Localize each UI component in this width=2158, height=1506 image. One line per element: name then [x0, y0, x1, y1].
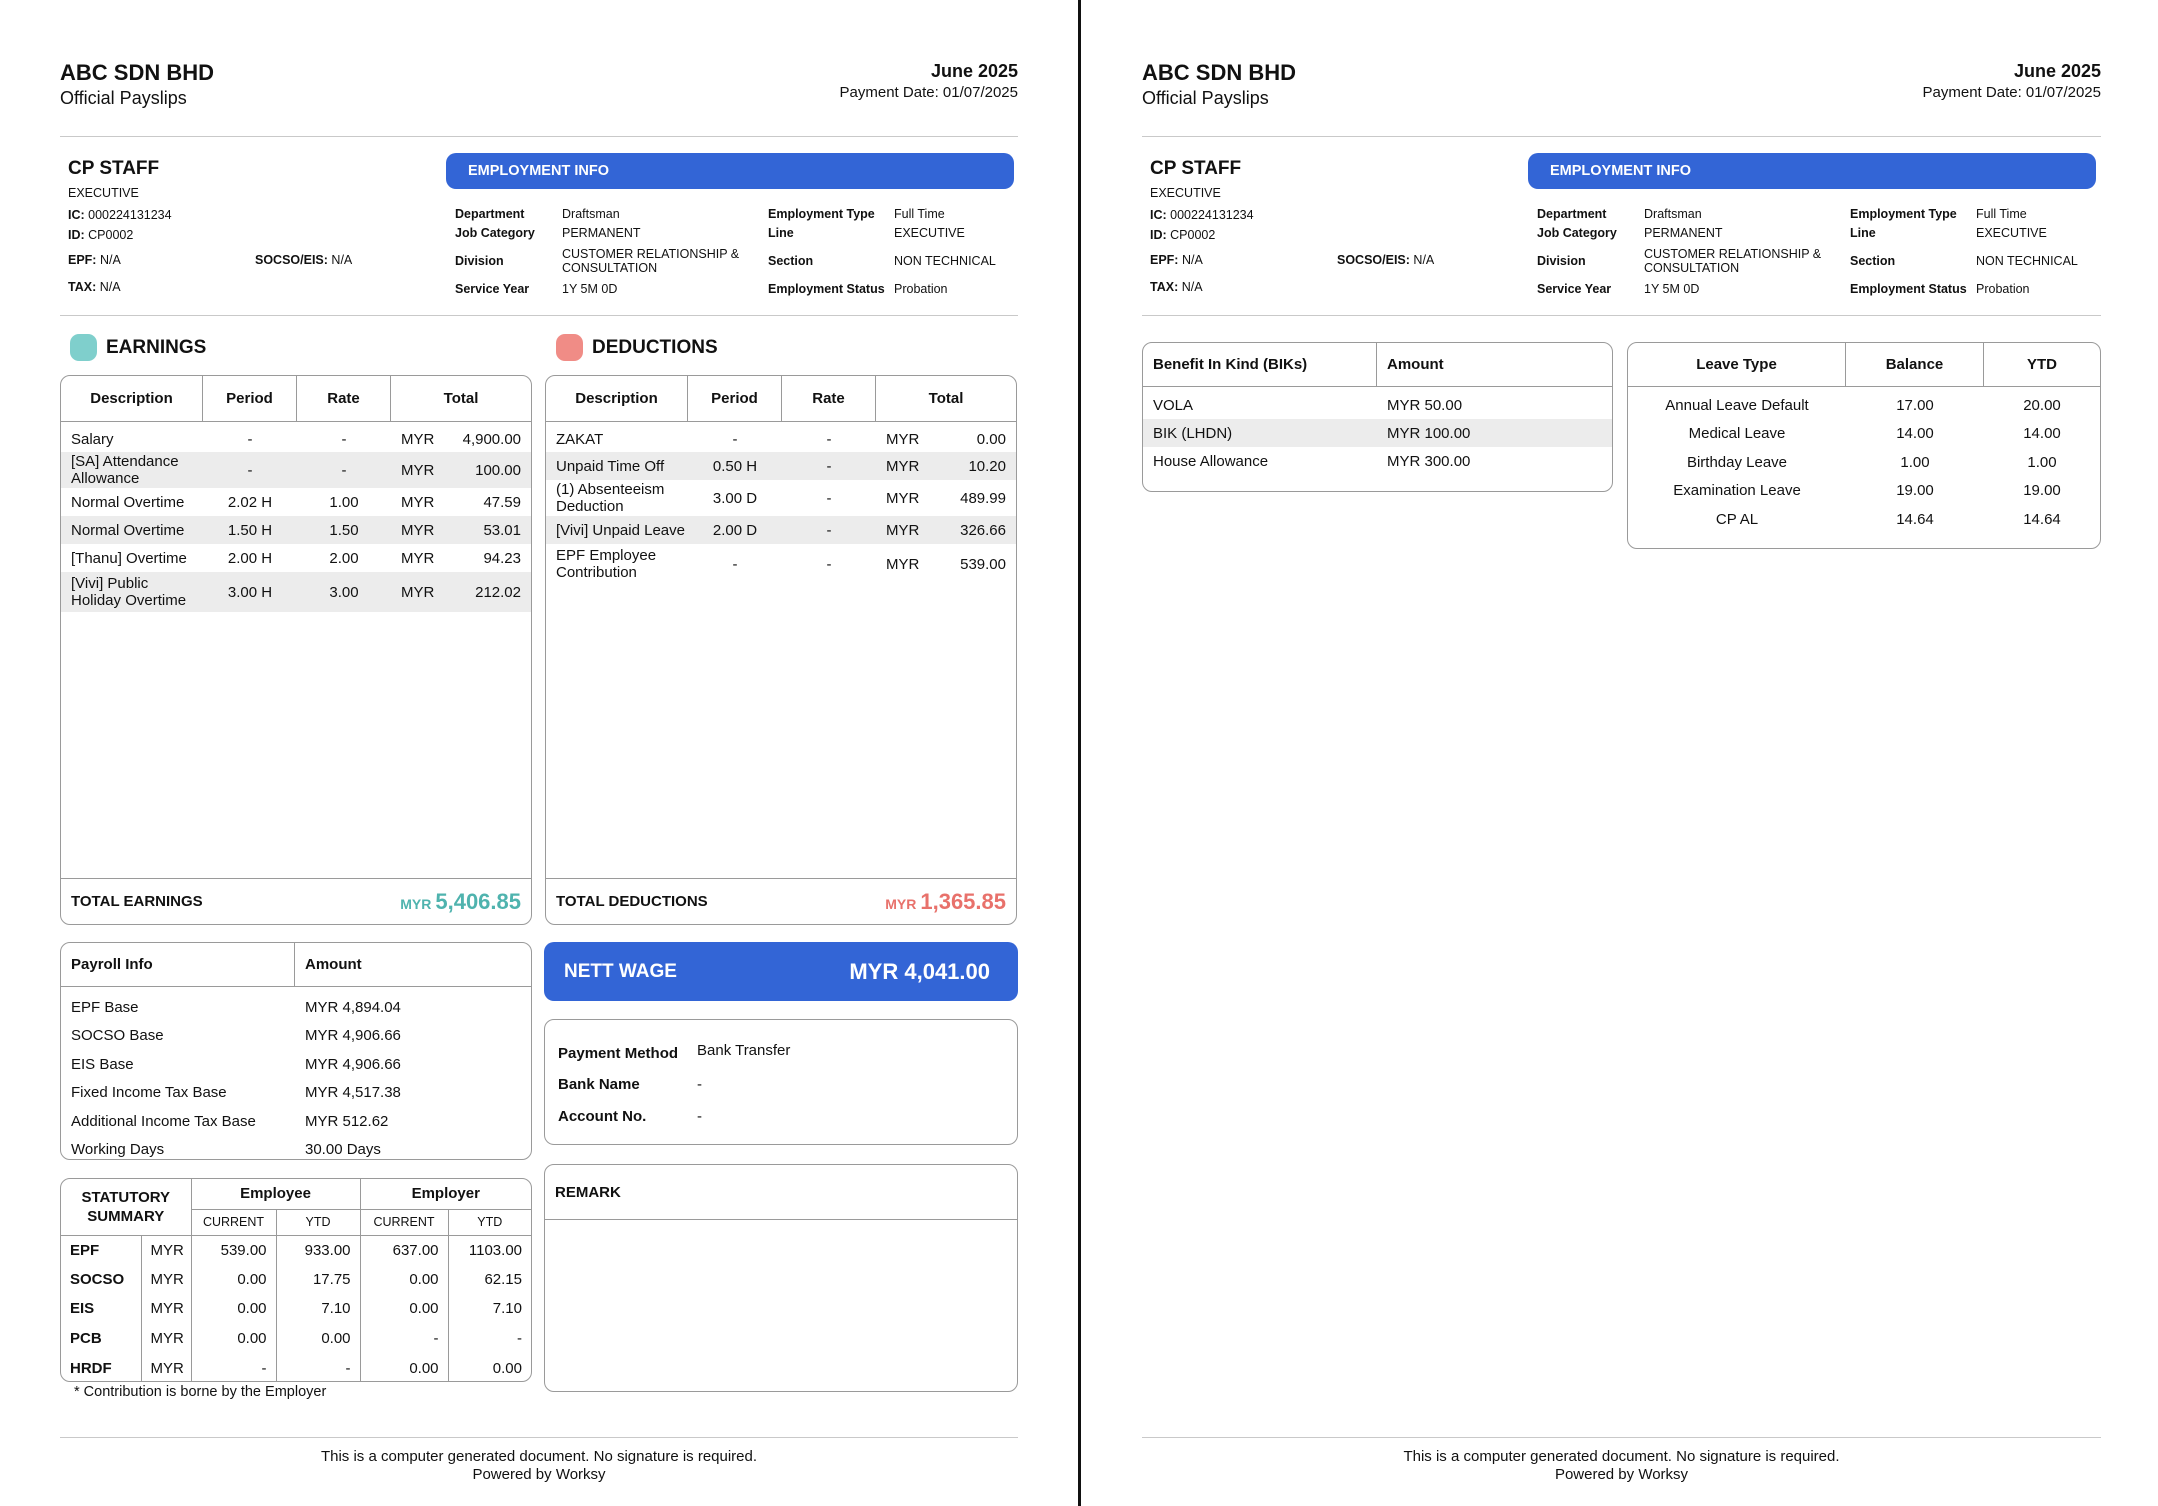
row-total: 489.99 — [960, 489, 1006, 507]
bik-col-amount: Amount — [1387, 356, 1444, 373]
earnings-row — [61, 544, 531, 572]
employer-ytd-header: YTD — [448, 1209, 531, 1235]
statutory-code: HRDF — [61, 1353, 141, 1382]
statutory-summary-title: STATUTORY SUMMARY — [61, 1179, 191, 1235]
row-total: 53.01 — [483, 521, 521, 539]
leave-ytd: 14.64 — [2023, 510, 2061, 528]
earnings-table — [60, 375, 532, 925]
division-label: Division — [1537, 254, 1586, 268]
row-rate: - — [826, 521, 832, 539]
earnings-title: EARNINGS — [70, 334, 206, 361]
row-label: Fixed Income Tax Base — [71, 1084, 227, 1102]
bik-row — [1143, 419, 1612, 447]
row-label: EPF Base — [71, 998, 139, 1016]
row-label: BIK (LHDN) — [1153, 424, 1233, 442]
section-value: NON TECHNICAL — [894, 254, 996, 268]
nett-wage-banner — [544, 942, 1018, 1001]
deductions-row — [546, 544, 1016, 584]
total-deductions-label: TOTAL DEDUCTIONS — [556, 893, 708, 910]
row-currency: MYR — [886, 555, 920, 573]
payroll_info-row — [61, 1050, 531, 1079]
statutory-employee-header: Employee — [191, 1179, 360, 1209]
staff-position: EXECUTIVE — [68, 186, 139, 200]
row-description: EPF Employee Contribution — [556, 547, 657, 581]
department-value: Draftsman — [1644, 207, 1702, 221]
employment-status-label: Employment Status — [768, 282, 885, 296]
header-divider — [60, 136, 1018, 137]
leave-ytd: 20.00 — [2023, 396, 2061, 414]
row-label: EIS Base — [71, 1055, 134, 1073]
row-description: [Thanu] Overtime — [71, 549, 187, 567]
row-period: 3.00 H — [227, 583, 273, 601]
deductions-header-row — [546, 376, 1016, 422]
earnings-row — [61, 426, 531, 452]
row-value: MYR 4,906.66 — [305, 1027, 401, 1045]
employment-type-label: Employment Type — [768, 207, 875, 221]
staff-id: ID: CP0002 — [1150, 228, 1216, 242]
row-label: Additional Income Tax Base — [71, 1112, 256, 1130]
document-subtitle: Official Payslips — [60, 88, 187, 108]
statutory-cur: MYR — [141, 1235, 191, 1265]
statutory-code: EPF — [61, 1235, 141, 1265]
employment-type-value: Full Time — [1976, 207, 2027, 221]
bik-col-label: Benefit In Kind (BIKs) — [1143, 343, 1377, 386]
footer-disclaimer: This is a computer generated document. No signature is required. — [1403, 1448, 1840, 1465]
employment-status-value: Probation — [894, 282, 948, 296]
row-period: - — [732, 430, 738, 448]
earnings-row — [61, 516, 531, 544]
statutory-row — [61, 1353, 531, 1382]
leave-balance: 14.64 — [1896, 510, 1934, 528]
row-period: - — [247, 430, 253, 448]
deductions-row — [546, 452, 1016, 480]
payroll_info-row — [61, 1022, 531, 1051]
earnings-col-description: Description — [61, 376, 203, 421]
leave-col-type: Leave Type — [1628, 343, 1846, 386]
row-period: 2.00 H — [227, 549, 273, 567]
row-value: MYR 4,906.66 — [305, 1055, 401, 1073]
payroll_info-row — [61, 1079, 531, 1108]
leave-row — [1628, 477, 2100, 505]
payslip-page-2 — [1083, 0, 2158, 1506]
statutory-code: PCB — [61, 1324, 141, 1354]
row-value: MYR 4,894.04 — [305, 998, 401, 1016]
earnings-row — [61, 572, 531, 612]
staff-name: CP STAFF — [1150, 158, 1242, 179]
earnings-header-row — [61, 376, 531, 422]
statutory-employer-header: Employer — [411, 1185, 480, 1203]
staff-name: CP STAFF — [68, 158, 160, 179]
row-currency: MYR — [886, 430, 920, 448]
row-rate: - — [341, 461, 347, 479]
total-deductions-row — [546, 878, 1016, 924]
payslip-month: June 2025 — [2013, 61, 2101, 81]
document-subtitle: Official Payslips — [1142, 88, 1269, 108]
row-total: 0.00 — [976, 430, 1006, 448]
row-description: [Vivi] Unpaid Leave — [556, 521, 685, 539]
row-period: - — [247, 461, 253, 479]
row-period: - — [732, 555, 738, 573]
row-description: [SA] Attendance Allowance — [71, 453, 179, 487]
job-category-label: Job Category — [1537, 226, 1617, 240]
statutory-ee-ytd: 7.10 — [276, 1294, 360, 1324]
row-rate: 2.00 — [329, 549, 359, 567]
row-currency: MYR — [886, 489, 920, 507]
deductions-row — [546, 516, 1016, 544]
employment-status-value: Probation — [1976, 282, 2030, 296]
staff-tax: TAX: N/A — [68, 280, 121, 294]
leave-col-ytd: YTD — [2027, 356, 2057, 373]
row-currency: MYR — [401, 583, 435, 601]
bik-header-row — [1143, 343, 1612, 387]
earnings-col-rate: Rate — [297, 376, 391, 421]
department-label: Department — [1537, 207, 1607, 221]
payroll_info-row — [61, 993, 531, 1022]
total-earnings-amount: MYR 5,406.85 — [400, 888, 521, 914]
footer-powered-by: Powered by Worksy — [1554, 1466, 1689, 1483]
statutory-er-cur: 637.00 — [360, 1235, 448, 1265]
job-category-value: PERMANENT — [1644, 226, 1723, 240]
leave-balance: 14.00 — [1896, 425, 1934, 442]
remark-box — [544, 1164, 1018, 1392]
statutory-ee-ytd: 17.75 — [276, 1265, 360, 1295]
leave-header-row — [1628, 343, 2100, 387]
leave-ytd: 19.00 — [2023, 482, 2061, 499]
statutory-code: SOCSO — [61, 1265, 141, 1295]
earnings-dot-icon — [70, 334, 97, 361]
row-total: 10.20 — [968, 457, 1006, 475]
row-period: 3.00 D — [712, 489, 758, 507]
footer-powered-by: Powered by Worksy — [472, 1466, 606, 1483]
row-total: 539.00 — [960, 555, 1006, 573]
row-currency: MYR — [886, 457, 920, 475]
total-deductions-amount: MYR 1,365.85 — [885, 888, 1006, 914]
row-description: [Vivi] Public Holiday Overtime — [71, 575, 187, 609]
statutory-er-ytd: 1103.00 — [468, 1241, 522, 1259]
row-total: 94.23 — [483, 549, 521, 567]
statutory-ee-cur: - — [191, 1353, 276, 1382]
statutory-er-ytd: - — [517, 1330, 522, 1348]
row-rate: - — [341, 430, 347, 448]
statutory-row — [61, 1294, 531, 1324]
line-label: Line — [768, 226, 794, 240]
employment-type-value: Full Time — [894, 207, 945, 221]
payslip-month: June 2025 — [930, 61, 1018, 81]
employment-info-header: EMPLOYMENT INFO — [1528, 153, 2096, 189]
row-value: MYR 512.62 — [305, 1112, 389, 1130]
payroll_info-row — [61, 1107, 531, 1136]
bik-row — [1143, 447, 1612, 475]
payment-date: Payment Date: 01/07/2025 — [839, 84, 1018, 101]
leave-type: Annual Leave Default — [1665, 396, 1809, 414]
row-description: Normal Overtime — [71, 493, 185, 511]
statutory-cur: MYR — [141, 1353, 191, 1382]
earnings-row — [61, 488, 531, 516]
leave-col-balance: Balance — [1846, 343, 1984, 386]
nett-wage-label: NETT WAGE — [564, 960, 677, 982]
employment-info-header: EMPLOYMENT INFO — [446, 153, 1014, 189]
deductions-row — [546, 426, 1016, 452]
statutory-ee-ytd: 0.00 — [276, 1324, 360, 1354]
row-label: House Allowance — [1153, 452, 1269, 470]
statutory-row — [61, 1265, 531, 1295]
statutory-er-cur: - — [360, 1324, 448, 1354]
row-total: 47.59 — [483, 493, 521, 511]
statutory-er-ytd: 0.00 — [492, 1359, 522, 1377]
row-total: 212.02 — [475, 583, 521, 601]
department-label: Department — [455, 207, 525, 221]
row-value: MYR 100.00 — [1387, 424, 1471, 442]
footer-text — [1142, 1448, 2101, 1484]
line-value: EXECUTIVE — [894, 226, 965, 240]
statutory-row — [61, 1324, 531, 1354]
earnings-row — [61, 452, 531, 488]
row-currency: MYR — [401, 549, 435, 567]
statutory-cur: MYR — [141, 1294, 191, 1324]
row-description: Unpaid Time Off — [556, 457, 665, 475]
total-earnings-label: TOTAL EARNINGS — [71, 893, 203, 910]
leave-balance: 1.00 — [1900, 453, 1930, 471]
bik-row — [1143, 391, 1612, 419]
section-label: Section — [768, 254, 814, 268]
leave-row — [1628, 391, 2100, 419]
footer-text — [60, 1448, 1018, 1484]
service-year-label: Service Year — [1537, 282, 1612, 296]
row-description: Salary — [71, 430, 114, 448]
row-rate: - — [826, 555, 832, 573]
row-period: 2.00 D — [712, 521, 758, 539]
leave-row — [1628, 448, 2100, 476]
bank-name-value: - — [697, 1076, 702, 1093]
account-no-value: - — [697, 1108, 702, 1125]
deductions-row — [546, 480, 1016, 516]
deductions-col-description: Description — [546, 376, 688, 421]
leave-type: Medical Leave — [1688, 425, 1786, 442]
employee-ytd-header: YTD — [276, 1209, 360, 1235]
payment-details-box — [544, 1019, 1018, 1145]
row-currency: MYR — [886, 521, 920, 539]
statutory-ee-cur: 0.00 — [191, 1294, 276, 1324]
statutory-summary-table — [60, 1178, 532, 1382]
leave-row — [1628, 420, 2100, 448]
payroll-info-col-label: Payroll Info — [61, 943, 295, 986]
row-total: 4,900.00 — [462, 430, 521, 448]
row-rate: - — [826, 430, 832, 448]
row-label: Working Days — [71, 1141, 165, 1159]
payroll-info-table — [60, 942, 532, 1160]
company-name: ABC SDN BHD — [1142, 60, 1296, 85]
nett-wage-amount: MYR 4,041.00 — [849, 958, 990, 984]
row-description: (1) Absenteeism Deduction — [556, 481, 665, 515]
total-earnings-row — [61, 878, 531, 924]
statutory-ee-cur: 539.00 — [191, 1235, 276, 1265]
statutory-er-ytd: 62.15 — [484, 1270, 522, 1288]
statutory-er-cur: 0.00 — [360, 1294, 448, 1324]
deductions-col-rate: Rate — [782, 376, 876, 421]
service-year-value: 1Y 5M 0D — [1644, 282, 1700, 296]
staff-epf: EPF: N/A — [1150, 253, 1203, 267]
row-rate: 3.00 — [329, 583, 359, 601]
statutory-code: EIS — [61, 1294, 141, 1324]
statutory-er-cur: 0.00 — [360, 1265, 448, 1295]
info-divider — [1142, 315, 2101, 316]
row-value: 30.00 Days — [305, 1141, 381, 1159]
row-currency: MYR — [401, 493, 435, 511]
bank-name-label: Bank Name — [558, 1076, 640, 1093]
payroll-info-header — [61, 943, 531, 987]
statutory-row — [61, 1235, 531, 1265]
statutory-ee-cur: 0.00 — [191, 1324, 276, 1354]
staff-tax: TAX: N/A — [1150, 280, 1203, 294]
payroll-info-col-amount: Amount — [305, 956, 362, 973]
statutory-note: * Contribution is borne by the Employer — [74, 1384, 327, 1400]
section-label: Section — [1850, 254, 1896, 268]
footer-divider — [60, 1437, 1018, 1438]
employment-status-label: Employment Status — [1850, 282, 1967, 296]
row-label: SOCSO Base — [71, 1027, 164, 1045]
leave-type: Examination Leave — [1673, 482, 1801, 499]
statutory-er-cur: 0.00 — [360, 1353, 448, 1382]
row-period: 0.50 H — [712, 457, 758, 475]
row-label: VOLA — [1153, 396, 1194, 414]
leave-ytd: 14.00 — [2023, 425, 2061, 442]
row-description: ZAKAT — [556, 430, 604, 448]
leave-balance: 19.00 — [1896, 482, 1934, 499]
staff-epf: EPF: N/A — [68, 253, 121, 267]
staff-ic: IC: 000224131234 — [68, 208, 172, 222]
leave-row — [1628, 505, 2100, 533]
payment-method-value: Bank Transfer — [697, 1042, 791, 1059]
row-rate: - — [826, 489, 832, 507]
deductions-col-period: Period — [688, 376, 782, 421]
deductions-title: DEDUCTIONS — [556, 334, 718, 361]
leave-balance: 17.00 — [1896, 396, 1934, 414]
leave-type: Birthday Leave — [1686, 453, 1788, 471]
department-value: Draftsman — [562, 207, 620, 221]
leave-type: CP AL — [1715, 510, 1759, 528]
row-total: 100.00 — [475, 461, 521, 479]
row-currency: MYR — [401, 521, 435, 539]
deductions-col-total: Total — [928, 390, 964, 407]
payroll_info-row — [61, 1136, 531, 1161]
row-period: 1.50 H — [227, 521, 273, 539]
deductions-dot-icon — [556, 334, 583, 361]
company-name: ABC SDN BHD — [60, 60, 214, 85]
staff-socso: SOCSO/EIS: N/A — [1337, 253, 1435, 267]
staff-id: ID: CP0002 — [68, 228, 134, 242]
division-value: CUSTOMER RELATIONSHIP & CONSULTATION — [1644, 247, 1822, 275]
leave-ytd: 1.00 — [2027, 453, 2057, 471]
staff-position: EXECUTIVE — [1150, 186, 1221, 200]
row-description: Normal Overtime — [71, 521, 185, 539]
bik-table — [1142, 342, 1613, 492]
division-value: CUSTOMER RELATIONSHIP & CONSULTATION — [562, 247, 740, 275]
row-value: MYR 300.00 — [1387, 452, 1471, 470]
row-rate: - — [826, 457, 832, 475]
row-currency: MYR — [401, 430, 435, 448]
service-year-value: 1Y 5M 0D — [562, 282, 618, 296]
info-divider — [60, 315, 1018, 316]
remark-label: REMARK — [545, 1165, 1017, 1220]
row-value: MYR 4,517.38 — [305, 1084, 401, 1102]
row-currency: MYR — [401, 461, 435, 479]
section-value: NON TECHNICAL — [1976, 254, 2078, 268]
payment-method-label: Payment Method — [558, 1045, 679, 1062]
row-rate: 1.50 — [329, 521, 359, 539]
statutory-ee-ytd: - — [276, 1353, 360, 1382]
line-label: Line — [1850, 226, 1876, 240]
service-year-label: Service Year — [455, 282, 530, 296]
earnings-col-period: Period — [203, 376, 297, 421]
account-no-label: Account No. — [558, 1108, 647, 1125]
row-value: MYR 50.00 — [1387, 396, 1463, 414]
job-category-value: PERMANENT — [562, 226, 641, 240]
statutory-cur: MYR — [141, 1324, 191, 1354]
statutory-er-ytd: 7.10 — [492, 1300, 522, 1318]
row-total: 326.66 — [960, 521, 1006, 539]
footer-disclaimer: This is a computer generated document. No signature is required. — [320, 1448, 758, 1465]
deductions-table — [545, 375, 1017, 925]
earnings-col-total: Total — [443, 390, 479, 407]
row-rate: 1.00 — [329, 493, 359, 511]
footer-divider — [1142, 1437, 2101, 1438]
payment-date: Payment Date: 01/07/2025 — [1922, 84, 2101, 101]
staff-ic: IC: 000224131234 — [1150, 208, 1254, 222]
staff-socso: SOCSO/EIS: N/A — [255, 253, 353, 267]
statutory-ee-ytd: 933.00 — [276, 1235, 360, 1265]
job-category-label: Job Category — [455, 226, 535, 240]
division-label: Division — [455, 254, 504, 268]
employee-current-header: CURRENT — [191, 1209, 276, 1235]
row-period: 2.02 H — [227, 493, 273, 511]
line-value: EXECUTIVE — [1976, 226, 2047, 240]
employment-type-label: Employment Type — [1850, 207, 1957, 221]
leave-table — [1627, 342, 2101, 549]
statutory-ee-cur: 0.00 — [191, 1265, 276, 1295]
statutory-cur: MYR — [141, 1265, 191, 1295]
employer-current-header: CURRENT — [360, 1209, 448, 1235]
header-divider — [1142, 136, 2101, 137]
